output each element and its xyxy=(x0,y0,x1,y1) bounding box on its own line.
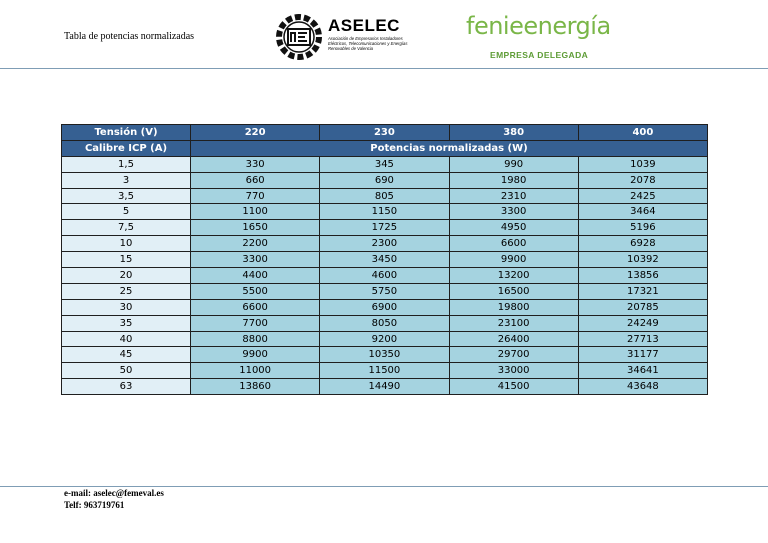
calibre-cell: 3,5 xyxy=(62,188,191,204)
table-row xyxy=(62,268,708,284)
voltage-400: 400 xyxy=(578,125,707,141)
power-value-cell: 990 xyxy=(449,156,578,172)
potencias-label: Potencias normalizadas (W) xyxy=(191,140,708,156)
power-value-cell: 5196 xyxy=(578,220,707,236)
power-value-cell: 17321 xyxy=(578,283,707,299)
table-row xyxy=(62,204,708,220)
power-value-cell: 1980 xyxy=(449,172,578,188)
power-value-cell: 3450 xyxy=(320,252,449,268)
power-value-cell: 13856 xyxy=(578,268,707,284)
power-value-cell: 805 xyxy=(320,188,449,204)
power-value-cell: 11500 xyxy=(320,363,449,379)
power-value-cell: 5500 xyxy=(191,283,320,299)
power-value-cell: 5750 xyxy=(320,283,449,299)
voltage-220: 220 xyxy=(191,125,320,141)
table-row xyxy=(62,283,708,299)
power-value-cell: 33000 xyxy=(449,363,578,379)
voltage-380: 380 xyxy=(449,125,578,141)
power-value-cell: 690 xyxy=(320,172,449,188)
aselec-name: ASELEC xyxy=(328,16,400,35)
table-row xyxy=(62,156,708,172)
power-value-cell: 4950 xyxy=(449,220,578,236)
power-value-cell: 1150 xyxy=(320,204,449,220)
power-value-cell: 330 xyxy=(191,156,320,172)
table-row xyxy=(62,236,708,252)
power-value-cell: 23100 xyxy=(449,315,578,331)
calibre-header-row xyxy=(62,140,708,156)
calibre-label: Calibre ICP (A) xyxy=(62,140,191,156)
power-value-cell: 1725 xyxy=(320,220,449,236)
power-value-cell: 9900 xyxy=(191,347,320,363)
calibre-cell: 5 xyxy=(62,204,191,220)
calibre-cell: 30 xyxy=(62,299,191,315)
power-value-cell: 20785 xyxy=(578,299,707,315)
calibre-cell: 35 xyxy=(62,315,191,331)
power-value-cell: 1650 xyxy=(191,220,320,236)
fenie-energia-logo: fenieenergía xyxy=(466,12,611,40)
table-row xyxy=(62,188,708,204)
footer-email: e-mail: aselec@femeval.es xyxy=(64,488,164,498)
power-value-cell: 3300 xyxy=(449,204,578,220)
power-value-cell: 6900 xyxy=(320,299,449,315)
tension-label: Tensión (V) xyxy=(62,125,191,141)
aselec-description: Asociación de Empresarios Instaladores Eléctricos, Telecomunicaciones y Energías Renovables de Valencia xyxy=(328,36,408,51)
power-value-cell: 7700 xyxy=(191,315,320,331)
table-row xyxy=(62,315,708,331)
calibre-cell: 50 xyxy=(62,363,191,379)
footer-divider xyxy=(0,486,768,487)
fenie-subtitle: EMPRESA DELEGADA xyxy=(490,50,589,60)
aselec-gear-icon xyxy=(274,12,324,62)
calibre-cell: 1,5 xyxy=(62,156,191,172)
calibre-cell: 7,5 xyxy=(62,220,191,236)
power-value-cell: 6928 xyxy=(578,236,707,252)
power-value-cell: 27713 xyxy=(578,331,707,347)
power-value-cell: 6600 xyxy=(191,299,320,315)
aselec-logo xyxy=(274,12,408,62)
calibre-cell: 10 xyxy=(62,236,191,252)
calibre-cell: 63 xyxy=(62,379,191,395)
power-value-cell: 2300 xyxy=(320,236,449,252)
power-value-cell: 1100 xyxy=(191,204,320,220)
power-value-cell: 26400 xyxy=(449,331,578,347)
power-value-cell: 19800 xyxy=(449,299,578,315)
table-row xyxy=(62,379,708,395)
power-value-cell: 8050 xyxy=(320,315,449,331)
power-value-cell: 2310 xyxy=(449,188,578,204)
footer-phone: Telf: 963719761 xyxy=(64,500,125,510)
calibre-cell: 15 xyxy=(62,252,191,268)
table-row xyxy=(62,331,708,347)
calibre-cell: 45 xyxy=(62,347,191,363)
power-value-cell: 29700 xyxy=(449,347,578,363)
power-value-cell: 9900 xyxy=(449,252,578,268)
calibre-cell: 40 xyxy=(62,331,191,347)
power-value-cell: 10392 xyxy=(578,252,707,268)
table-row xyxy=(62,363,708,379)
power-table xyxy=(61,124,708,395)
power-value-cell: 345 xyxy=(320,156,449,172)
table-row xyxy=(62,172,708,188)
tension-row xyxy=(62,125,708,141)
power-value-cell: 770 xyxy=(191,188,320,204)
power-value-cell: 9200 xyxy=(320,331,449,347)
power-value-cell: 43648 xyxy=(578,379,707,395)
power-value-cell: 31177 xyxy=(578,347,707,363)
power-value-cell: 10350 xyxy=(320,347,449,363)
voltage-230: 230 xyxy=(320,125,449,141)
header-divider xyxy=(0,68,768,69)
power-value-cell: 14490 xyxy=(320,379,449,395)
power-value-cell: 34641 xyxy=(578,363,707,379)
power-value-cell: 8800 xyxy=(191,331,320,347)
table-row xyxy=(62,347,708,363)
power-value-cell: 4400 xyxy=(191,268,320,284)
table-row xyxy=(62,299,708,315)
power-value-cell: 2200 xyxy=(191,236,320,252)
power-value-cell: 4600 xyxy=(320,268,449,284)
power-value-cell: 16500 xyxy=(449,283,578,299)
power-value-cell: 2425 xyxy=(578,188,707,204)
power-value-cell: 13860 xyxy=(191,379,320,395)
table-row xyxy=(62,220,708,236)
power-value-cell: 660 xyxy=(191,172,320,188)
power-value-cell: 11000 xyxy=(191,363,320,379)
power-value-cell: 6600 xyxy=(449,236,578,252)
calibre-cell: 20 xyxy=(62,268,191,284)
power-value-cell: 1039 xyxy=(578,156,707,172)
power-value-cell: 3464 xyxy=(578,204,707,220)
table-row xyxy=(62,252,708,268)
power-value-cell: 41500 xyxy=(449,379,578,395)
power-value-cell: 2078 xyxy=(578,172,707,188)
calibre-cell: 25 xyxy=(62,283,191,299)
power-value-cell: 3300 xyxy=(191,252,320,268)
power-value-cell: 24249 xyxy=(578,315,707,331)
calibre-cell: 3 xyxy=(62,172,191,188)
page-title: Tabla de potencias normalizadas xyxy=(64,31,195,42)
power-value-cell: 13200 xyxy=(449,268,578,284)
